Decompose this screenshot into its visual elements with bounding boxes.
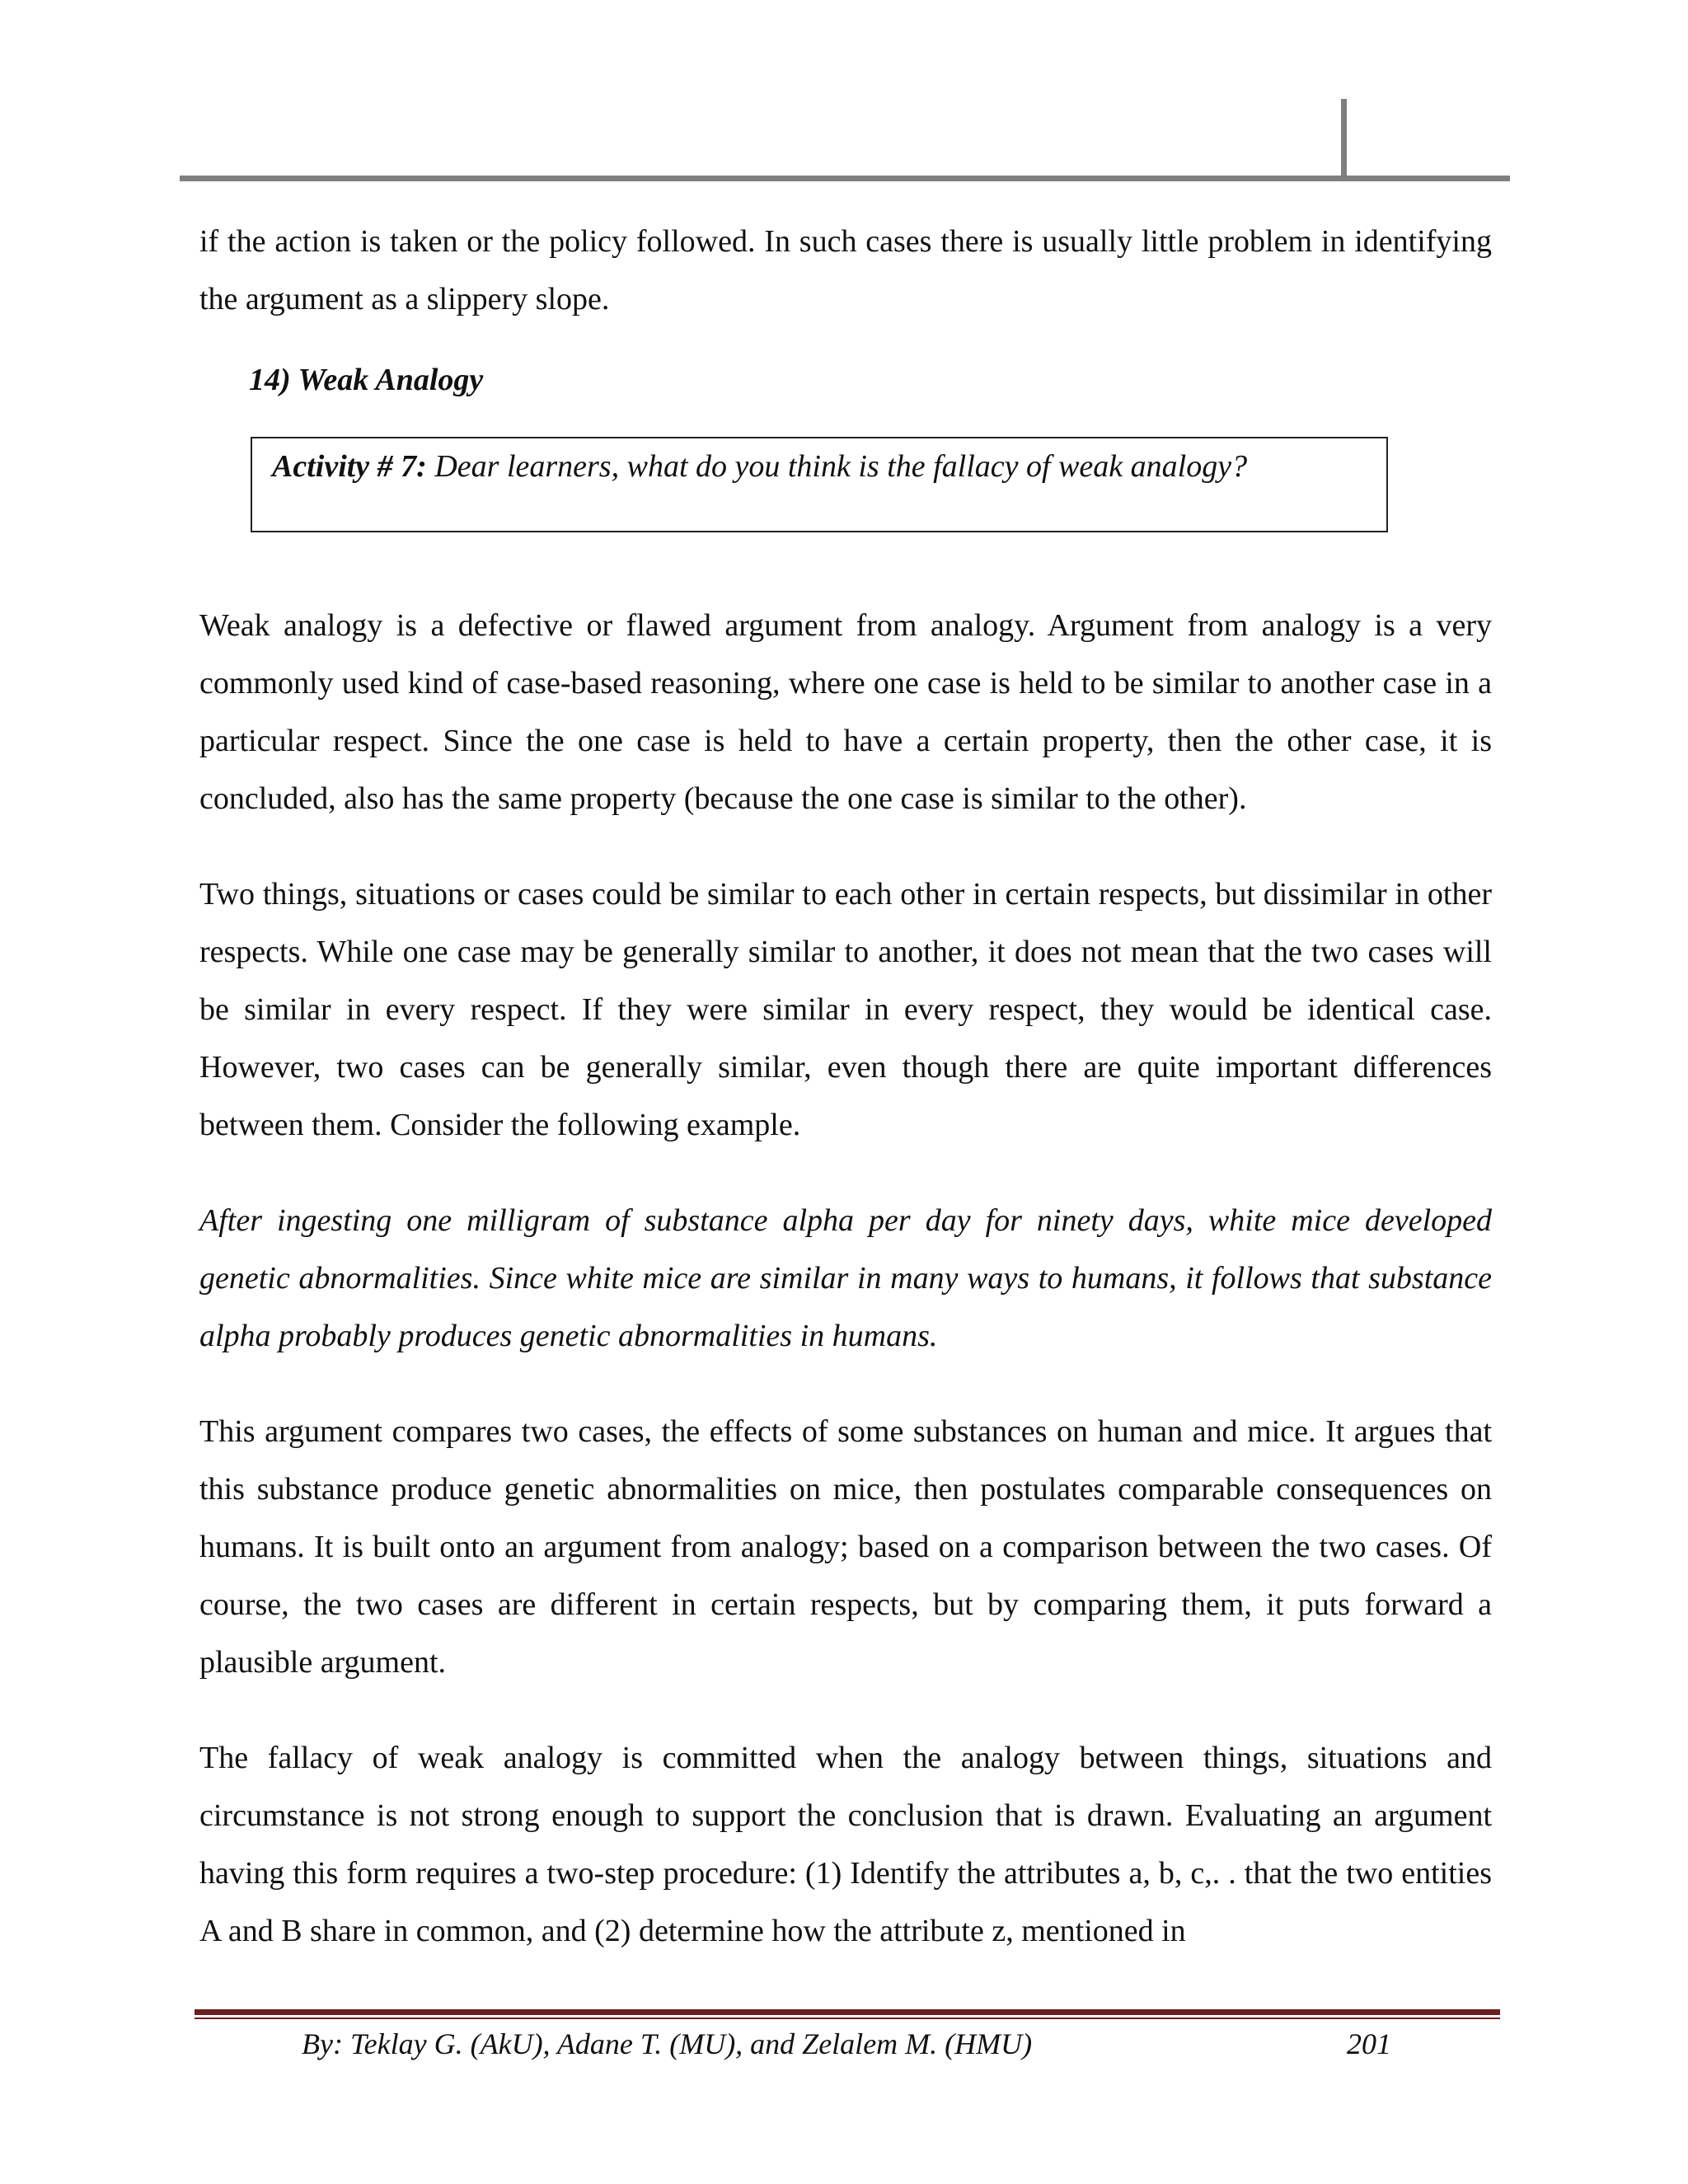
footer-rule [195, 2009, 1500, 2015]
footer-rule-thin [195, 2018, 1500, 2019]
paragraph-fallacy: The fallacy of weak analogy is committed when the analogy between things, situations and circumstance is not strong enough to support the conclusion that is drawn. Evaluating an argument having this form requires a two-step procedure: (1) Identify the attributes a, b, c,. . that the two entities A and B share in common, and (2) determine how the attribute z, mentioned in [199, 1741, 1492, 1948]
page-number: 201 [1347, 2027, 1391, 2060]
paragraph-weak-analogy-definition: Weak analogy is a defective or flawed argument from analogy. Argument from analogy is a very commonly used kind of case-based reasoning, where one case is held to be similar to another case in a particular respect. Since the one case is held to have a certain property, then the other case, it is concluded, also has the same property (because the one case is similar to the other). [199, 608, 1492, 816]
paragraph-similarity: Two things, situations or cases could be similar to each other in certain respects, but dissimilar in other respects. While one case may be generally similar to another, it does not mean that the two cases will be similar in every respect. If they were similar in every respect, they would be identical case. However, two cases can be generally similar, even though there are quite important differences between them. Consider the following example. [199, 877, 1492, 1142]
section-heading: 14) Weak Analogy [249, 363, 484, 397]
footer-authors: By: Teklay G. (AkU), Adane T. (MU), and Zelalem M. (HMU) [302, 2027, 1033, 2060]
activity-label: Activity # 7: [272, 449, 427, 484]
header-tick [1341, 99, 1347, 179]
page-content [199, 213, 1492, 1960]
paragraph-explanation: This argument compares two cases, the effects of some substances on human and mice. It argues that this substance produce genetic abnormalities on mice, then postulates comparable consequences on humans. It is built onto an argument from analogy; based on a comparison between the two cases. Of course, the two cases are different in certain respects, but by comparing them, it puts forward a plausible argument. [199, 1414, 1492, 1680]
activity-question: Dear learners, what do you think is the fallacy of weak analogy? [434, 449, 1248, 484]
intro-paragraph: if the action is taken or the policy followed. In such cases there is usually little problem in identifying the argument as a slippery slope. [199, 224, 1492, 316]
activity-box [251, 437, 1388, 532]
paragraph-example: After ingesting one milligram of substance alpha per day for ninety days, white mice developed genetic abnormalities. Since white mice are similar in many ways to humans, it follows that substance alpha probably produces genetic abnormalities in humans. [199, 1203, 1492, 1353]
header-rule [180, 176, 1510, 181]
